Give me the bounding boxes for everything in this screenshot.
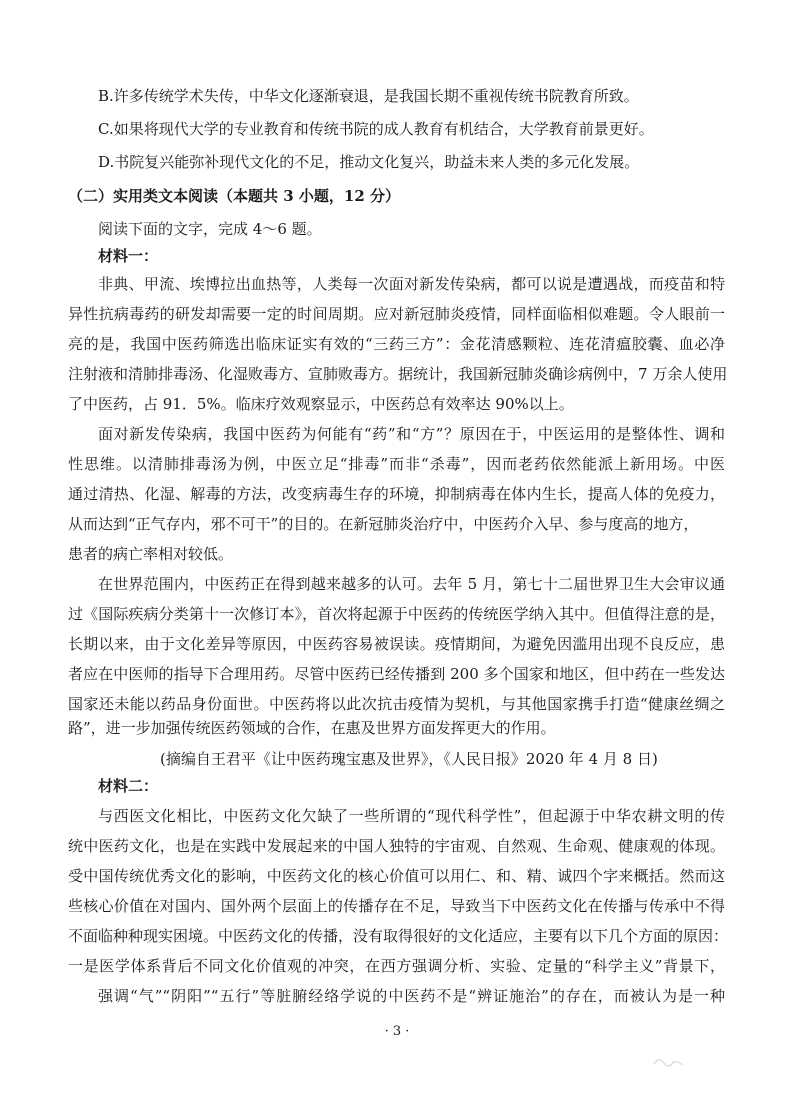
material2-line: 不面临种种现实困境。中医药文化的传播，没有取得很好的文化适应，主要有以下几个方面的原因： (68, 927, 729, 945)
material2-line: 一是医学体系背后不同文化价值观的冲突，在西方强调分析、实验、定量的“科学主义”背景下， (68, 957, 725, 975)
material1-line: 路”，进一步加强传统医药领域的合作，在惠及世界方面发挥更大的作用。 (68, 719, 556, 737)
material1-line: 国家还未能以药品身份面世。中医药将以此次抗击疫情为契机，与其他国家携手打造“健康丝绸之 (68, 695, 725, 713)
material2-line: 统中医药文化，也是在实践中发展起来的中国人独特的宇宙观、自然观、生命观、健康观的体现。 (68, 837, 725, 855)
material1-line: 长期以来，由于文化差异等原因，中医药容易被误读。疫情期间，为避免因滥用出现不良反应，患 (68, 635, 725, 653)
material1-line: 通过清热、化湿、解毒的方法，改变病毒生存的环境，抑制病毒在体内生长，提高人体的免疫力， (68, 485, 725, 503)
option-c: C.如果将现代大学的专业教育和传统书院的成人教育有机结合，大学教育前景更好。 (98, 120, 654, 138)
material1-source: (摘编自王君平《让中医药瑰宝惠及世界》，《人民日报》2020 年 4 月 8 日) (160, 750, 658, 768)
material1-line: 非典、甲流、埃博拉出血热等，人类每一次面对新发传染病，都可以说是遭遇战，而疫苗和特 (98, 275, 725, 293)
material1-line: 者应在中医师的指导下合理用药。尽管中医药已经传播到 200 多个国家和地区，但中药在一些发达 (68, 665, 725, 683)
material1-line: 过《国际疾病分类第十一次修订本》，首次将起源于中医药的传统医学纳入其中。但值得注意的是， (68, 605, 725, 623)
page-number: · 3 · (384, 1024, 410, 1039)
material1-line: 性思维。以清肺排毒汤为例，中医立足“排毒”而非“杀毒”，因而老药依然能派上新用场。中医 (68, 455, 725, 473)
material2-line: 与西医文化相比，中医药文化欠缺了一些所谓的“现代科学性”，但起源于中华农耕文明的传 (98, 807, 725, 825)
material1-line: 患者的病亡率相对较低。 (68, 545, 234, 563)
material1-line: 从而达到“正气存内，邪不可干”的目的。在新冠肺炎治疗中，中医药介入早、参与度高的地方， (68, 515, 699, 533)
material1-line: 在世界范围内，中医药正在得到越来越多的认可。去年 5 月，第七十二届世界卫生大会审议通 (98, 575, 725, 593)
smudge-icon (650, 1050, 690, 1072)
material1-line: 注射液和清肺排毒汤、化湿败毒方、宣肺败毒方。据统计，我国新冠肺炎确诊病例中，7 万余人使用 (68, 365, 728, 383)
material1-line: 面对新发传染病，我国中医药为何能有“药”和“方”？原因在于，中医运用的是整体性、调和 (98, 425, 725, 443)
material1-line: 异性抗病毒药的研发却需要一定的时间周期。应对新冠肺炎疫情，同样面临相似难题。令人眼前一 (68, 305, 725, 323)
material1-heading: 材料一： (98, 247, 159, 265)
material2-line: 受中国传统优秀文化的影响，中医药文化的核心价值可以用仁、和、精、诚四个字来概括。然而这 (68, 867, 725, 885)
material2-heading: 材料二： (98, 777, 159, 795)
instruction: 阅读下面的文字，完成 4～6 题。 (98, 220, 322, 238)
option-b: B.许多传统学术失传，中华文化逐渐衰退，是我国长期不重视传统书院教育所致。 (98, 87, 639, 105)
material1-line: 了中医药，占 91．5%。临床疗效观察显示，中医药总有效率达 90%以上。 (68, 395, 574, 413)
section-title: （二）实用类文本阅读（本题共 3 小题，12 分） (68, 187, 400, 205)
material2-line: 强调“气”“阴阳”“五行”等脏腑经络学说的中医药不是“辨证施治”的存在，而被认为是一种 (98, 987, 725, 1005)
scan-smudge (650, 1050, 690, 1075)
option-d: D.书院复兴能弥补现代文化的不足，推动文化复兴，助益未来人类的多元化发展。 (98, 153, 640, 171)
material1-line: 亮的是，我国中医药筛选出临床证实有效的“三药三方”：金花清感颗粒、连花清瘟胶囊、血必净 (68, 335, 725, 353)
material2-line: 些核心价值在对国内、国外两个层面上的传播存在不足，导致当下中医药文化在传播与传承中不得 (68, 897, 725, 915)
